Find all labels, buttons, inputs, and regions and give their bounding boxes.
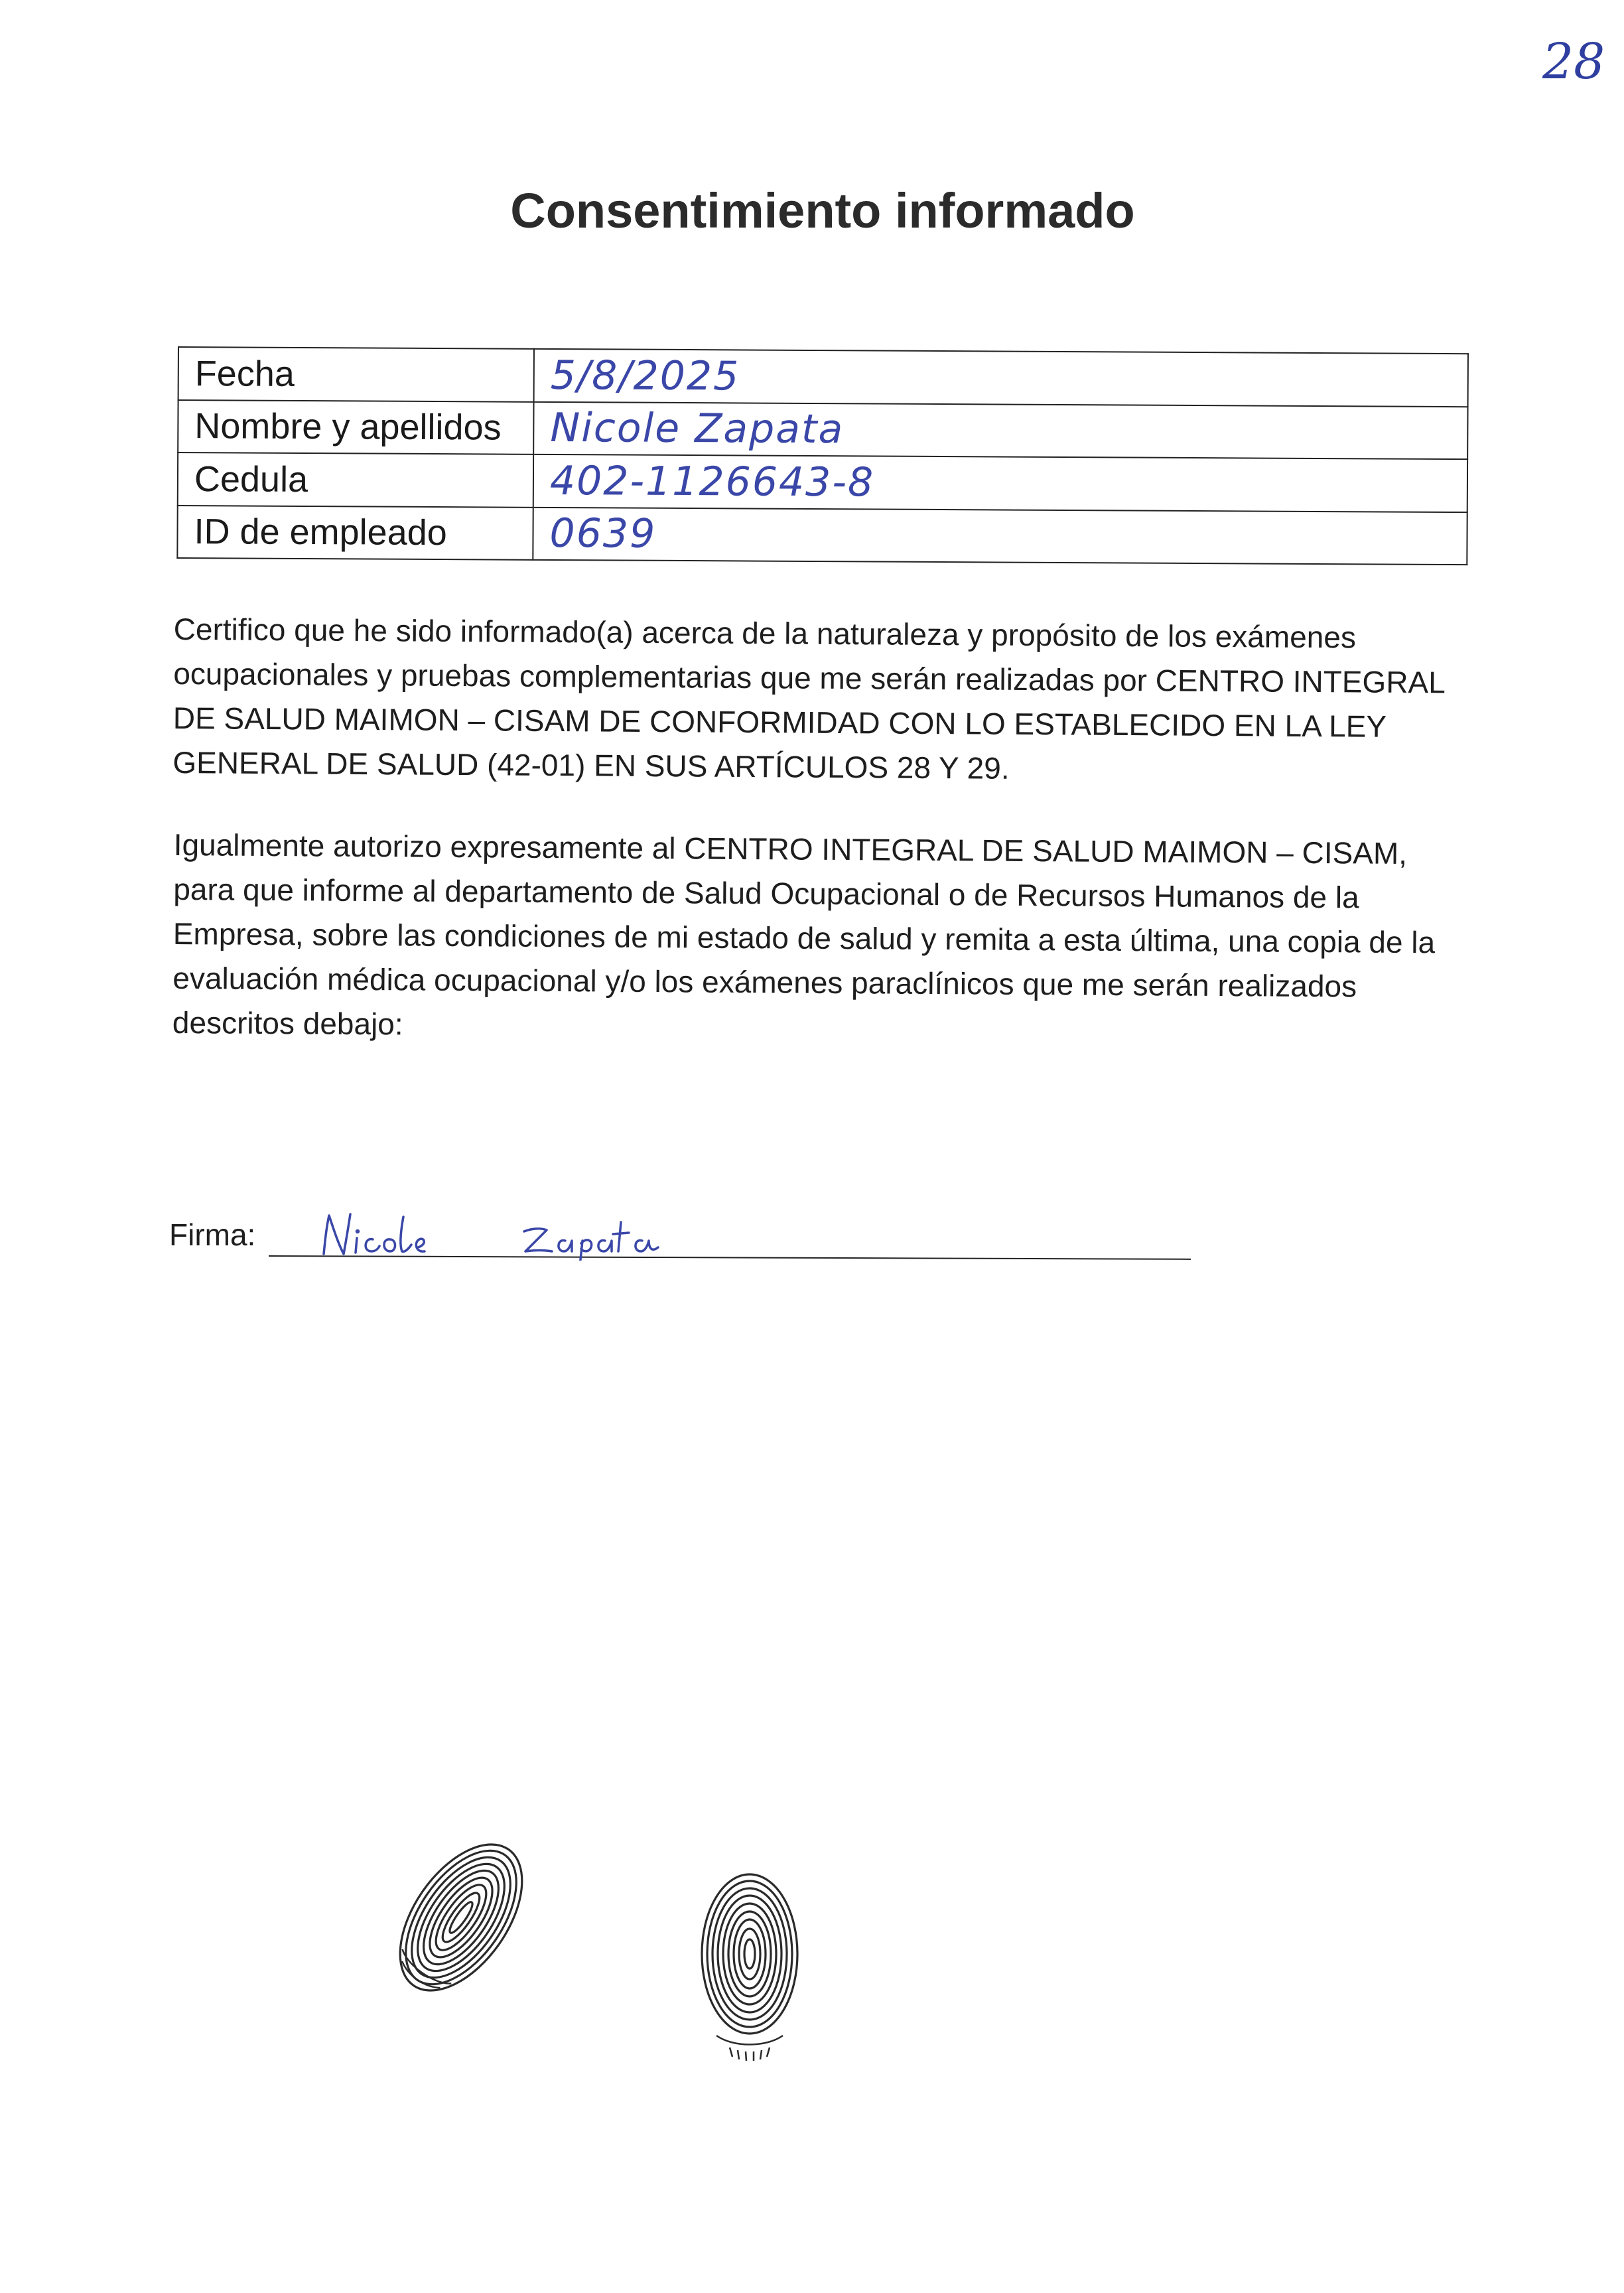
signature-label: Firma: — [169, 1217, 256, 1252]
row-value-nombre: Nicole Zapata — [533, 401, 1467, 459]
table-row — [178, 452, 1467, 512]
info-table — [176, 346, 1469, 565]
signature-row — [169, 1208, 1191, 1261]
authorization-paragraph: Igualmente autorizo expresamente al CENTRO INTEGRAL DE SALUD MAIMON – CISAM, para que informe al departamento de Salud Ocupacional o de Recursos Humanos de la Empresa, sobre las condiciones de mi estado de salud y remita a esta última, una copia de la evaluación médica ocupacional y/o los exámenes paraclínicos que me serán realizados descritos debajo: — [172, 827, 1436, 1042]
row-label-fecha: Fecha — [178, 347, 534, 401]
document-title: Consentimiento informado — [510, 183, 1135, 238]
table-row — [178, 347, 1468, 407]
page-number: 28 — [1542, 33, 1605, 90]
table-row — [177, 506, 1467, 565]
row-label-id-empleado: ID de empleado — [177, 506, 533, 560]
row-value-fecha: 5/8/2025 — [534, 349, 1468, 407]
row-value-id-empleado: 0639 — [533, 507, 1467, 565]
table-row — [178, 400, 1467, 460]
fingerprint-left-icon — [372, 1818, 551, 2017]
fingerprint-right-icon — [683, 1864, 816, 2063]
row-label-nombre: Nombre y apellidos — [178, 400, 533, 454]
row-label-cedula: Cedula — [178, 452, 533, 507]
handwritten-signature — [318, 1208, 690, 1261]
row-value-cedula: 402-1126643-8 — [533, 454, 1467, 512]
certification-paragraph: Certifico que he sido informado(a) acerca de la naturaleza y propósito de los exámenes ocupacionales y pruebas complementarias que me serán realizadas por CENTRO INTEGRAL DE SALUD MAIMON – CISAM DE CONFORMIDAD CON LO ESTABLECIDO EN LA LEY GENERAL DE SALUD (42-01) EN SUS ARTÍCULOS 28 Y 29. — [172, 611, 1445, 786]
